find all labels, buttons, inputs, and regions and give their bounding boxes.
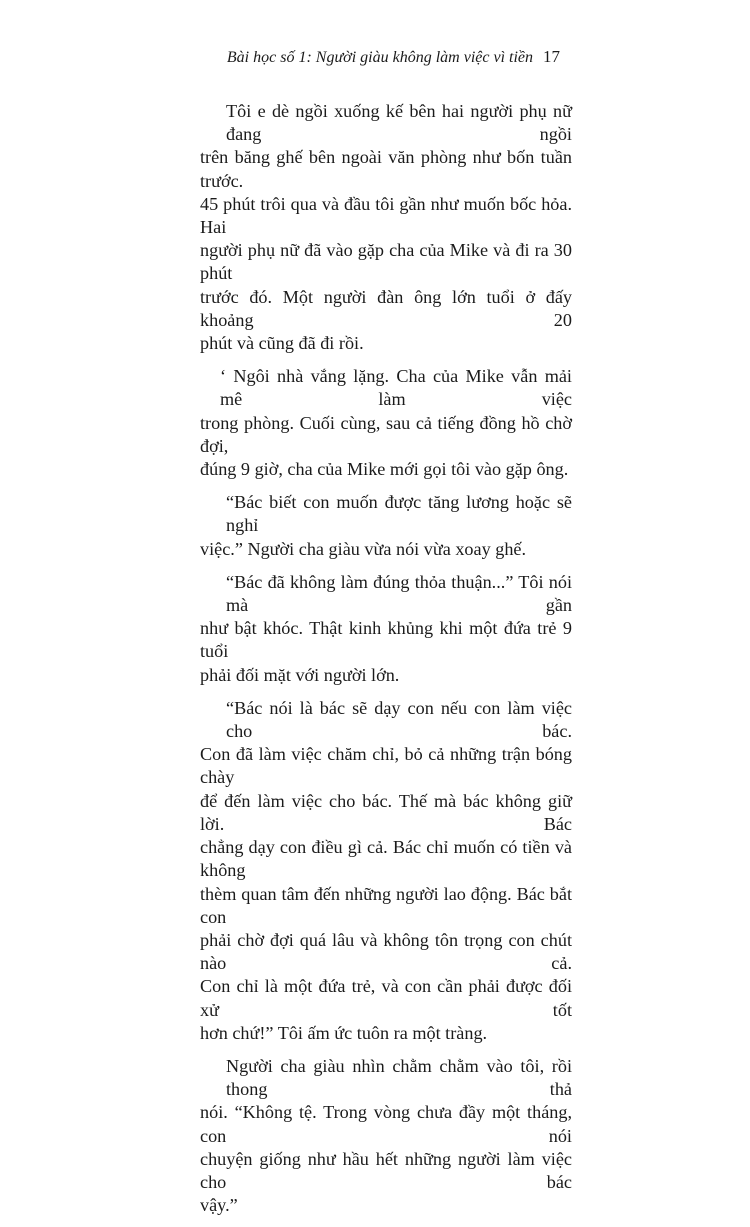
text-line: như bật khóc. Thật kinh khủng khi một đứa trẻ 9 tuổi xyxy=(200,618,572,662)
text-line: chẳng dạy con điều gì cả. Bác chỉ muốn có tiền và không xyxy=(200,837,572,881)
paragraph-4 xyxy=(200,571,572,687)
text-line: chuyện giống như hầu hết những người làm việc cho bác xyxy=(200,1148,572,1192)
text-line: người phụ nữ đã vào gặp cha của Mike và đi ra 30 phút xyxy=(200,240,572,284)
text-line: thèm quan tâm đến những người lao động. Bác bắt con xyxy=(200,883,572,927)
paragraph-2 xyxy=(200,365,572,481)
text-line: để đến làm việc cho bác. Thế mà bác không giữ lời. Bác xyxy=(200,790,572,834)
text-line: trên băng ghế bên ngoài văn phòng như bốn tuần trước. xyxy=(200,147,572,191)
text-line: Con đã làm việc chăm chỉ, bỏ cả những trận bóng chày xyxy=(200,744,572,788)
text-line: trước đó. Một người đàn ông lớn tuổi ở đấy khoảng 20 xyxy=(200,286,572,330)
paragraph-6 xyxy=(200,1055,572,1217)
text-line: Con chỉ là một đứa trẻ, và con cần phải được đối xử tốt xyxy=(200,976,572,1020)
text-line: trong phòng. Cuối cùng, sau cả tiếng đồng hồ chờ đợi, xyxy=(200,412,572,456)
text-line: phút và cũng đã đi rồi. xyxy=(200,333,364,354)
body-text xyxy=(200,100,572,1227)
text-line: nói. “Không tệ. Trong vòng chưa đầy một tháng, con nói xyxy=(200,1102,572,1146)
text-line: đúng 9 giờ, cha của Mike mới gọi tôi vào gặp ông. xyxy=(200,459,569,480)
paragraph-5 xyxy=(200,697,572,1045)
text-line: ‘ Ngôi nhà vắng lặng. Cha của Mike vẫn mải mê làm việc xyxy=(220,366,572,410)
paragraph-3 xyxy=(200,491,572,561)
text-line: việc.” Người cha giàu vừa nói vừa xoay ghế. xyxy=(200,538,527,559)
running-header xyxy=(200,47,560,68)
text-line: vậy.” xyxy=(200,1195,238,1216)
text-line: phải đối mặt với người lớn. xyxy=(200,664,400,685)
text-line: “Bác biết con muốn được tăng lương hoặc sẽ nghỉ xyxy=(226,492,572,536)
text-line: “Bác nói là bác sẽ dạy con nếu con làm việc cho bác. xyxy=(226,697,572,742)
text-line: Tôi e dè ngồi xuống kế bên hai người phụ nữ đang ngồi xyxy=(226,101,572,145)
text-line: hơn chứ!” Tôi ấm ức tuôn ra một tràng. xyxy=(200,1022,488,1043)
page-number: 17 xyxy=(543,47,560,66)
paragraph-1 xyxy=(200,100,572,355)
text-line: phải chờ đợi quá lâu và không tôn trọng con chút nào cả. xyxy=(200,929,572,974)
chapter-title: Bài học số 1: Người giàu không làm việc vì tiền xyxy=(226,49,533,66)
text-line: 45 phút trôi qua và đầu tôi gần như muốn bốc hỏa. Hai xyxy=(200,193,572,238)
text-line: Người cha giàu nhìn chằm chằm vào tôi, rồi thong thả xyxy=(226,1055,572,1100)
text-line: “Bác đã không làm đúng thỏa thuận...” Tôi nói mà gần xyxy=(226,571,572,616)
